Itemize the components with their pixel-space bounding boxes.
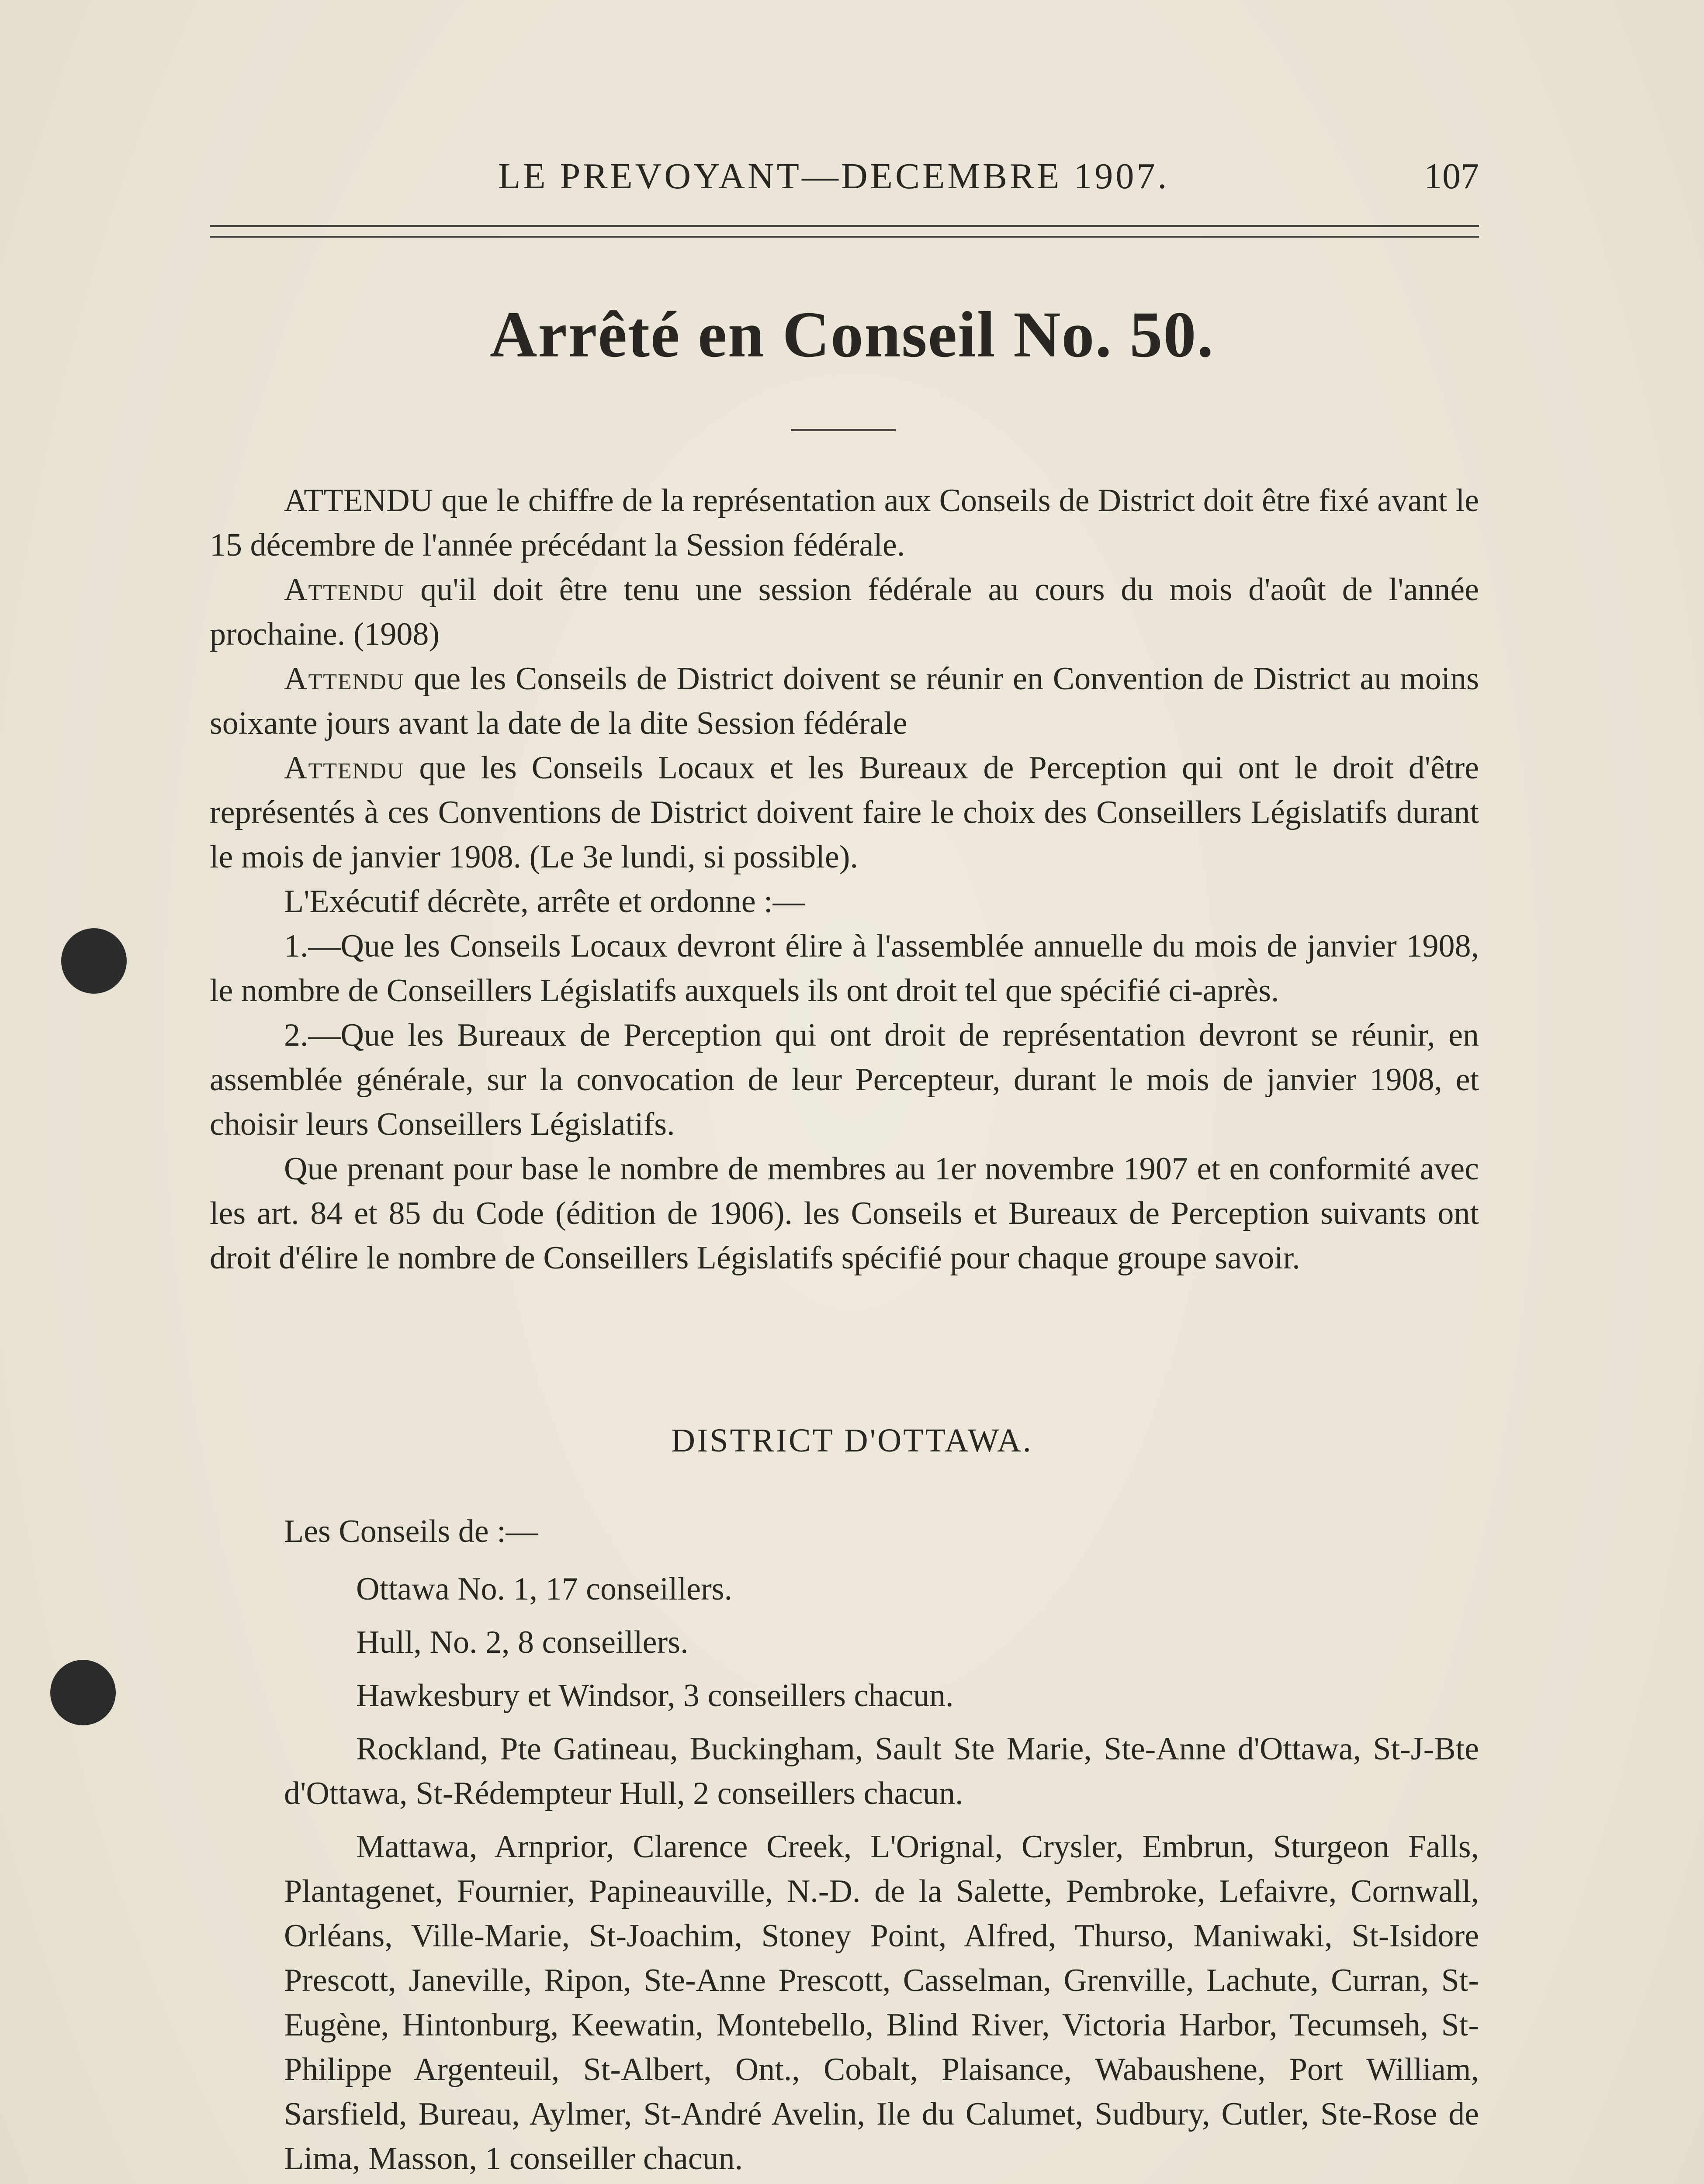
paragraph-lead: Attendu [284,750,405,786]
paragraph-lead: ATTENDU [284,483,433,518]
council-list-intro: Les Conseils de :— [284,1514,538,1549]
paragraph-text: 2.—Que les Bureaux de Perception qui ont droit de représentation devront se réunir, en assemblée générale, sur la convocation de leur Percepteur, durant le mois de janvier 1908, et choisir leurs Conseillers Législatifs. [210,1017,1479,1142]
page-number: 107 [1424,156,1479,197]
paragraph [210,1013,1479,1147]
paragraph [210,879,1479,924]
header-rule-top [210,225,1479,227]
punch-hole-lower [50,1660,116,1725]
article-body [210,478,1479,1280]
paragraph [210,924,1479,1013]
paragraph-text: qu'il doit être tenu une session fédérale au cours du mois d'août de l'année prochaine. (1908) [210,572,1479,652]
council-entry: Ottawa No. 1, 17 conseillers. [356,1571,733,1607]
council-entry: Hawkesbury et Windsor, 3 conseillers chacun. [356,1678,954,1714]
paragraph-text: L'Exécutif décrète, arrête et ordonne :— [284,884,805,919]
district-title: DISTRICT D'OTTAWA. [671,1422,1033,1459]
council-entry: Rockland, Pte Gatineau, Buckingham, Sault Ste Marie, Ste-Anne d'Ottawa, St-J-Bte d'Ottawa, St-Rédempteur Hull, 2 conseillers chacun. [284,1731,1479,1811]
paragraph-text: Que prenant pour base le nombre de membres au 1er novembre 1907 et en conformité avec les art. 84 et 85 du Code (édition de 1906). les Conseils et Bureaux de Perception suivants ont droit d'élire le nombre de Conseillers Législatifs spécifié pour chaque groupe savoir. [210,1151,1479,1276]
paragraph [210,567,1479,657]
council-entry: Mattawa, Arnprior, Clarence Creek, L'Orignal, Crysler, Embrun, Sturgeon Falls, Plantagenet, Fournier, Papineauville, N.-D. de la Salette, Pembroke, Lefaivre, Cornwall, Orléans, Ville-Marie, St-Joachim, Stoney Point, Alfred, Thurso, Maniwaki, St-Isidore Prescott, Janeville, Ripon, Ste-Anne Prescott, Casselman, Grenville, Lachute, Curran, St-Eugène, Hintonburg, Keewatin, Montebello, Blind River, Victoria Harbor, Tecumseh, St-Philippe Argenteuil, St-Albert, Ont., Cobalt, Plaisance, Wabaushene, Port William, Sarsfield, Bureau, Aylmer, St-André Avelin, Ile du Calumet, Sudbury, Cutler, Ste-Rose de Lima, Masson, 1 conseiller chacun. [284,1829,1479,2177]
running-title: LE PREVOYANT—DECEMBRE 1907. [498,156,1170,197]
paragraph [210,1147,1479,1280]
paragraph [210,746,1479,879]
article-heading: Arrêté en Conseil No. 50. [490,298,1214,371]
paragraph [210,478,1479,567]
paragraph [210,657,1479,746]
paragraph-lead: Attendu [284,572,405,608]
paragraph-text: que les Conseils Locaux et les Bureaux de Perception qui ont le droit d'être représentés à ces Conventions de District doivent faire le choix des Conseillers Législatifs durant le mois de janvier 1908. (Le 3e lundi, si possible). [210,750,1479,875]
heading-divider [791,429,896,431]
paragraph-text: que le chiffre de la représentation aux Conseils de District doit être fixé avant le 15 décembre de l'année précédant la Session fédérale. [210,483,1479,563]
council-list [284,1509,1479,2184]
punch-hole-upper [61,928,127,994]
header-rule-bottom [210,236,1479,238]
paragraph-lead: Attendu [284,661,405,697]
paragraph-text: 1.—Que les Conseils Locaux devront élire à l'assemblée annuelle du mois de janvier 1908, le nombre de Conseillers Législatifs auxquels ils ont droit tel que spécifié ci-après. [210,928,1479,1009]
council-entry: Hull, No. 2, 8 conseillers. [356,1624,689,1660]
paragraph-text: que les Conseils de District doivent se réunir en Convention de District au moins soixante jours avant la date de la dite Session fédérale [210,661,1479,741]
running-header [210,155,1479,207]
